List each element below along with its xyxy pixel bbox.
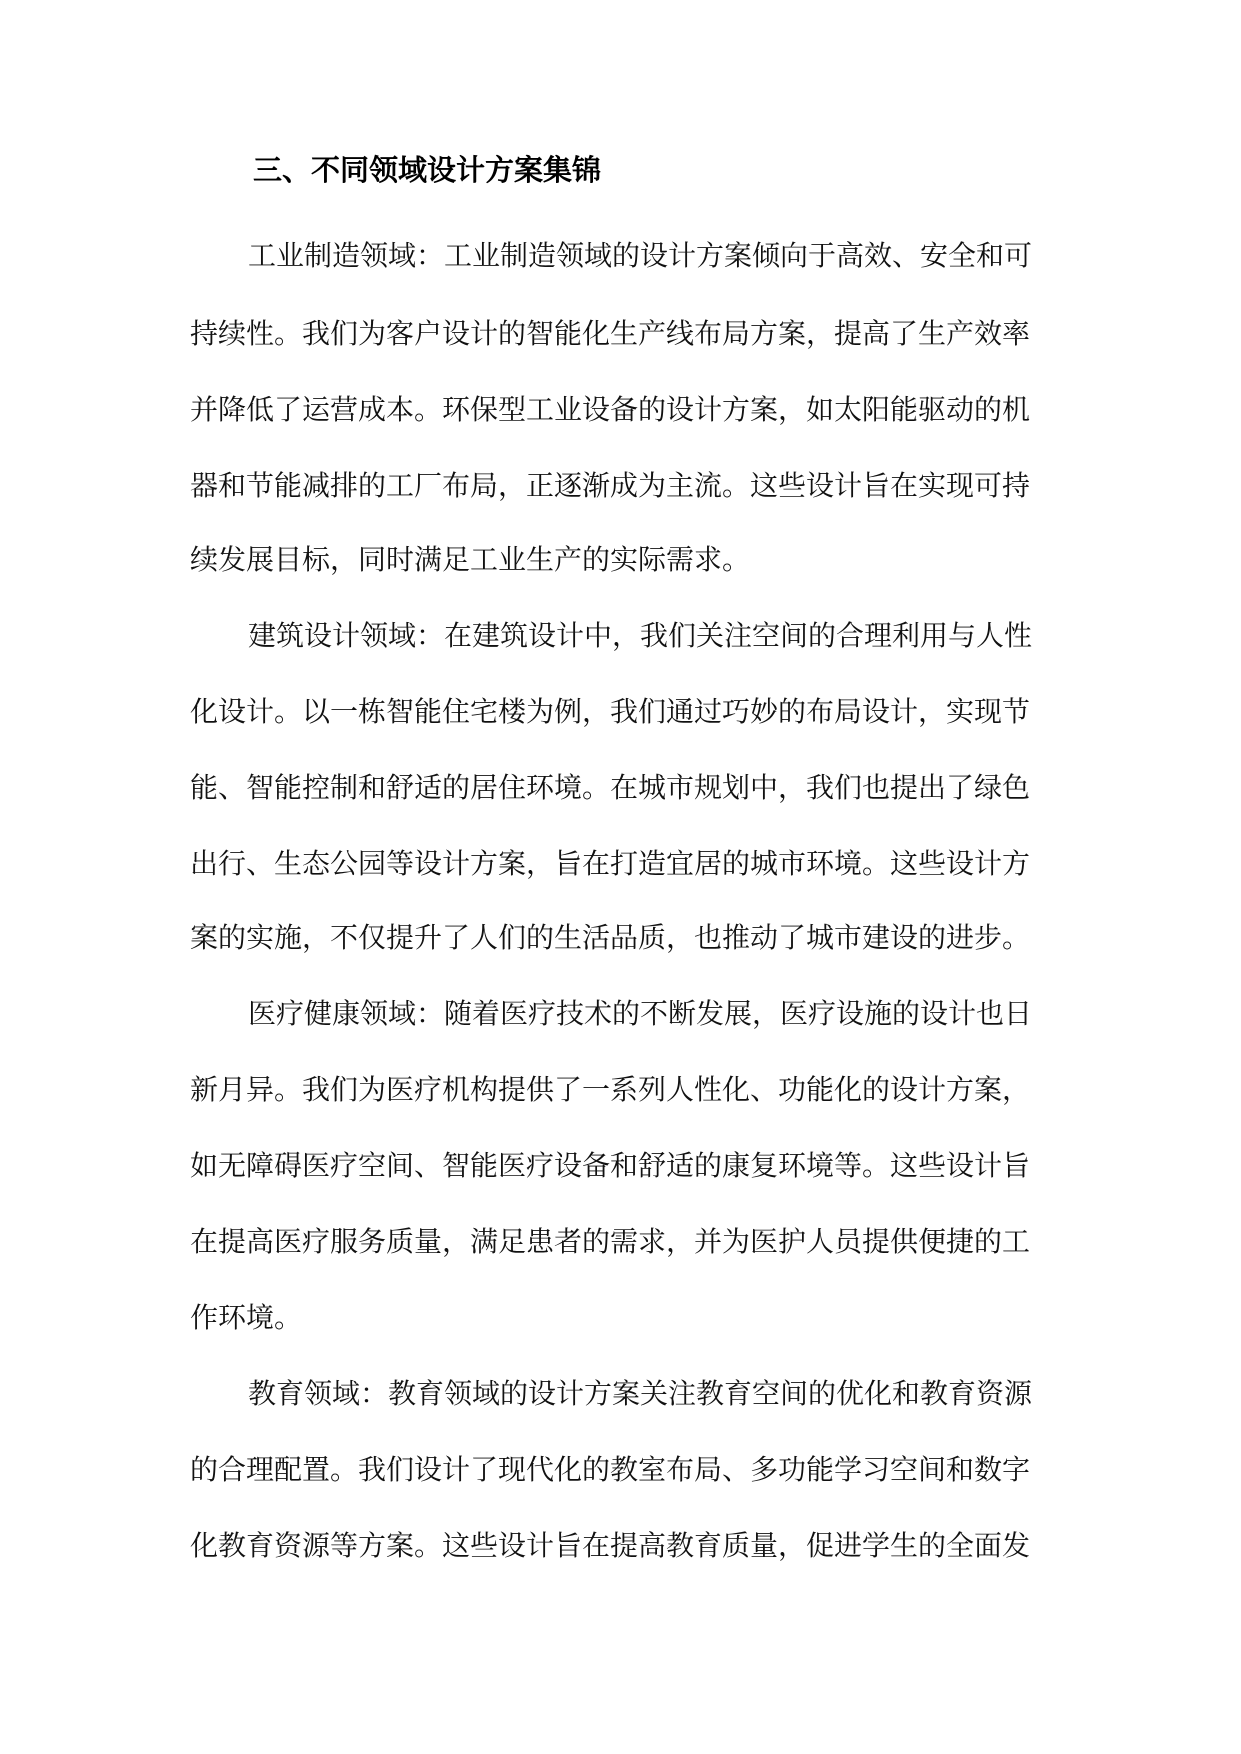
paragraph-line: 医疗健康领域：随着医疗技术的不断发展，医疗设施的设计也日 — [248, 997, 1033, 1030]
paragraph-line: 工业制造领域：工业制造领域的设计方案倾向于高效、安全和可 — [248, 239, 1033, 272]
paragraph-line: 出行、生态公园等设计方案，旨在打造宜居的城市环境。这些设计方 — [190, 847, 1031, 880]
paragraph-line: 续发展目标，同时满足工业生产的实际需求。 — [190, 543, 751, 576]
paragraph-line: 化设计。以一栋智能住宅楼为例，我们通过巧妙的布局设计，实现节 — [190, 695, 1031, 728]
paragraph-line: 新月异。我们为医疗机构提供了一系列人性化、功能化的设计方案， — [190, 1073, 1031, 1106]
paragraph-line: 建筑设计领域：在建筑设计中，我们关注空间的合理利用与人性 — [248, 619, 1033, 652]
paragraph-line: 在提高医疗服务质量，满足患者的需求，并为医护人员提供便捷的工 — [190, 1225, 1031, 1258]
paragraph-line: 并降低了运营成本。环保型工业设备的设计方案，如太阳能驱动的机 — [190, 393, 1031, 426]
paragraph-line: 作环境。 — [190, 1301, 303, 1334]
paragraph-line: 教育领域：教育领域的设计方案关注教育空间的优化和教育资源 — [248, 1377, 1033, 1410]
paragraph-line: 如无障碍医疗空间、智能医疗设备和舒适的康复环境等。这些设计旨 — [190, 1149, 1031, 1182]
paragraph-line: 器和节能减排的工厂布局，正逐渐成为主流。这些设计旨在实现可持 — [190, 469, 1031, 502]
paragraph-line: 的合理配置。我们设计了现代化的教室布局、多功能学习空间和数字 — [190, 1453, 1031, 1486]
section-heading: 三、不同领域设计方案集锦 — [253, 153, 602, 187]
paragraph-line: 化教育资源等方案。这些设计旨在提高教育质量，促进学生的全面发 — [190, 1529, 1031, 1562]
paragraph-line: 案的实施，不仅提升了人们的生活品质，也推动了城市建设的进步。 — [190, 921, 1031, 954]
paragraph-line: 能、智能控制和舒适的居住环境。在城市规划中，我们也提出了绿色 — [190, 771, 1031, 804]
paragraph-line: 持续性。我们为客户设计的智能化生产线布局方案，提高了生产效率 — [190, 317, 1031, 350]
